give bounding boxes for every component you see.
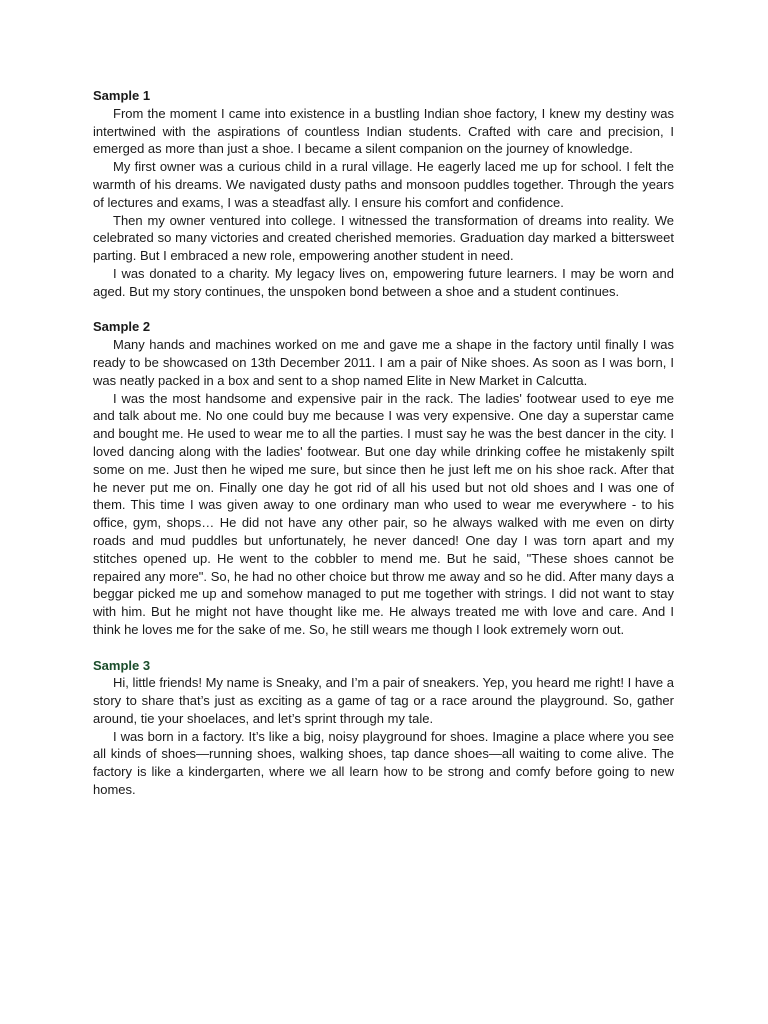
sample-2-paragraph: I was the most handsome and expensive pair in the rack. The ladies' footwear used to eye me and talk about me. No one could buy me because I was very expensive. One day a superstar came and bought me. He used to wear me to all the parties. I must say he was the best dancer in the city. I loved dancing along with the ladies' footwear. But one day while drinking coffee he mistakenly spilt some on me. Just then he wiped me sure, but since then he just left me on his shoe rack. After that he never put me on. Finally one day he got rid of all his used but not old shoes and I was one of them. This time I was given away to one ordinary man who used to wear me everywhere - to his office, gym, shops… He did not have any other pair, so he always walked with me even on dirty roads and mud puddles but unfortunately, he never danced! One day I was torn apart and my stitches opened up. He went to the cobbler to mend me. But he said, "These shoes cannot be repaired any more". So, he had no other choice but throw me away and so he did. After many days a beggar picked me up and somehow managed to put me together with strings. I did not want to stay with him. But he might not have thought like me. He always treated me with love and care. And I think he loves me for the sake of me. So, he still wears me though I look extremely worn out. <box>93 390 674 637</box>
sample-1-paragraph: From the moment I came into existence in a bustling Indian shoe factory, I knew my destiny was intertwined with the aspirations of countless Indian students. Crafted with care and precision, I emerged as more than just a shoe. I became a silent companion on the journey of knowledge. <box>93 105 674 157</box>
document-page <box>93 87 674 817</box>
sample-2-section <box>93 318 674 638</box>
sample-1-paragraph: Then my owner ventured into college. I witnessed the transformation of dreams into reality. We celebrated so many victories and created cherished memories. Graduation day marked a bittersweet parting. But I embraced a new role, empowering another student in need. <box>93 212 674 264</box>
sample-1-paragraph: My first owner was a curious child in a rural village. He eagerly laced me up for school. I felt the warmth of his dreams. We navigated dusty paths and monsoon puddles together. Through the years of lectures and exams, I was a steadfast ally. I ensure his comfort and confidence. <box>93 159 674 210</box>
sample-3-heading: Sample 3 <box>93 657 151 673</box>
sample-3-section <box>93 657 674 799</box>
sample-2-heading: Sample 2 <box>93 319 151 335</box>
sample-1-heading: Sample 1 <box>93 88 151 103</box>
sample-1-paragraph: I was donated to a charity. My legacy lives on, empowering future learners. I may be worn and aged. But my story continues, the unspoken bond between a shoe and a student continues. <box>93 265 674 299</box>
sample-3-paragraph: I was born in a factory. It’s like a big, noisy playground for shoes. Imagine a place where you see all kinds of shoes—running shoes, walking shoes, tap dance shoes—all waiting to come alive. The factory is like a kindergarten, where we all learn how to be strong and comfy before going to new homes. <box>93 728 674 798</box>
sample-2-paragraph: Many hands and machines worked on me and gave me a shape in the factory until finally I was ready to be showcased on 13th December 2011. I am a pair of Nike shoes. As soon as I was born, I was neatly packed in a box and sent to a shop named Elite in New Market in Calcutta. <box>93 337 674 388</box>
sample-1-section <box>93 87 674 301</box>
sample-3-paragraph: Hi, little friends! My name is Sneaky, and I’m a pair of sneakers. Yep, you heard me right! I have a story to share that’s just as exciting as a game of tag or a race around the playground. So, gather around, tie your shoelaces, and let’s sprint through my tale. <box>93 675 674 726</box>
